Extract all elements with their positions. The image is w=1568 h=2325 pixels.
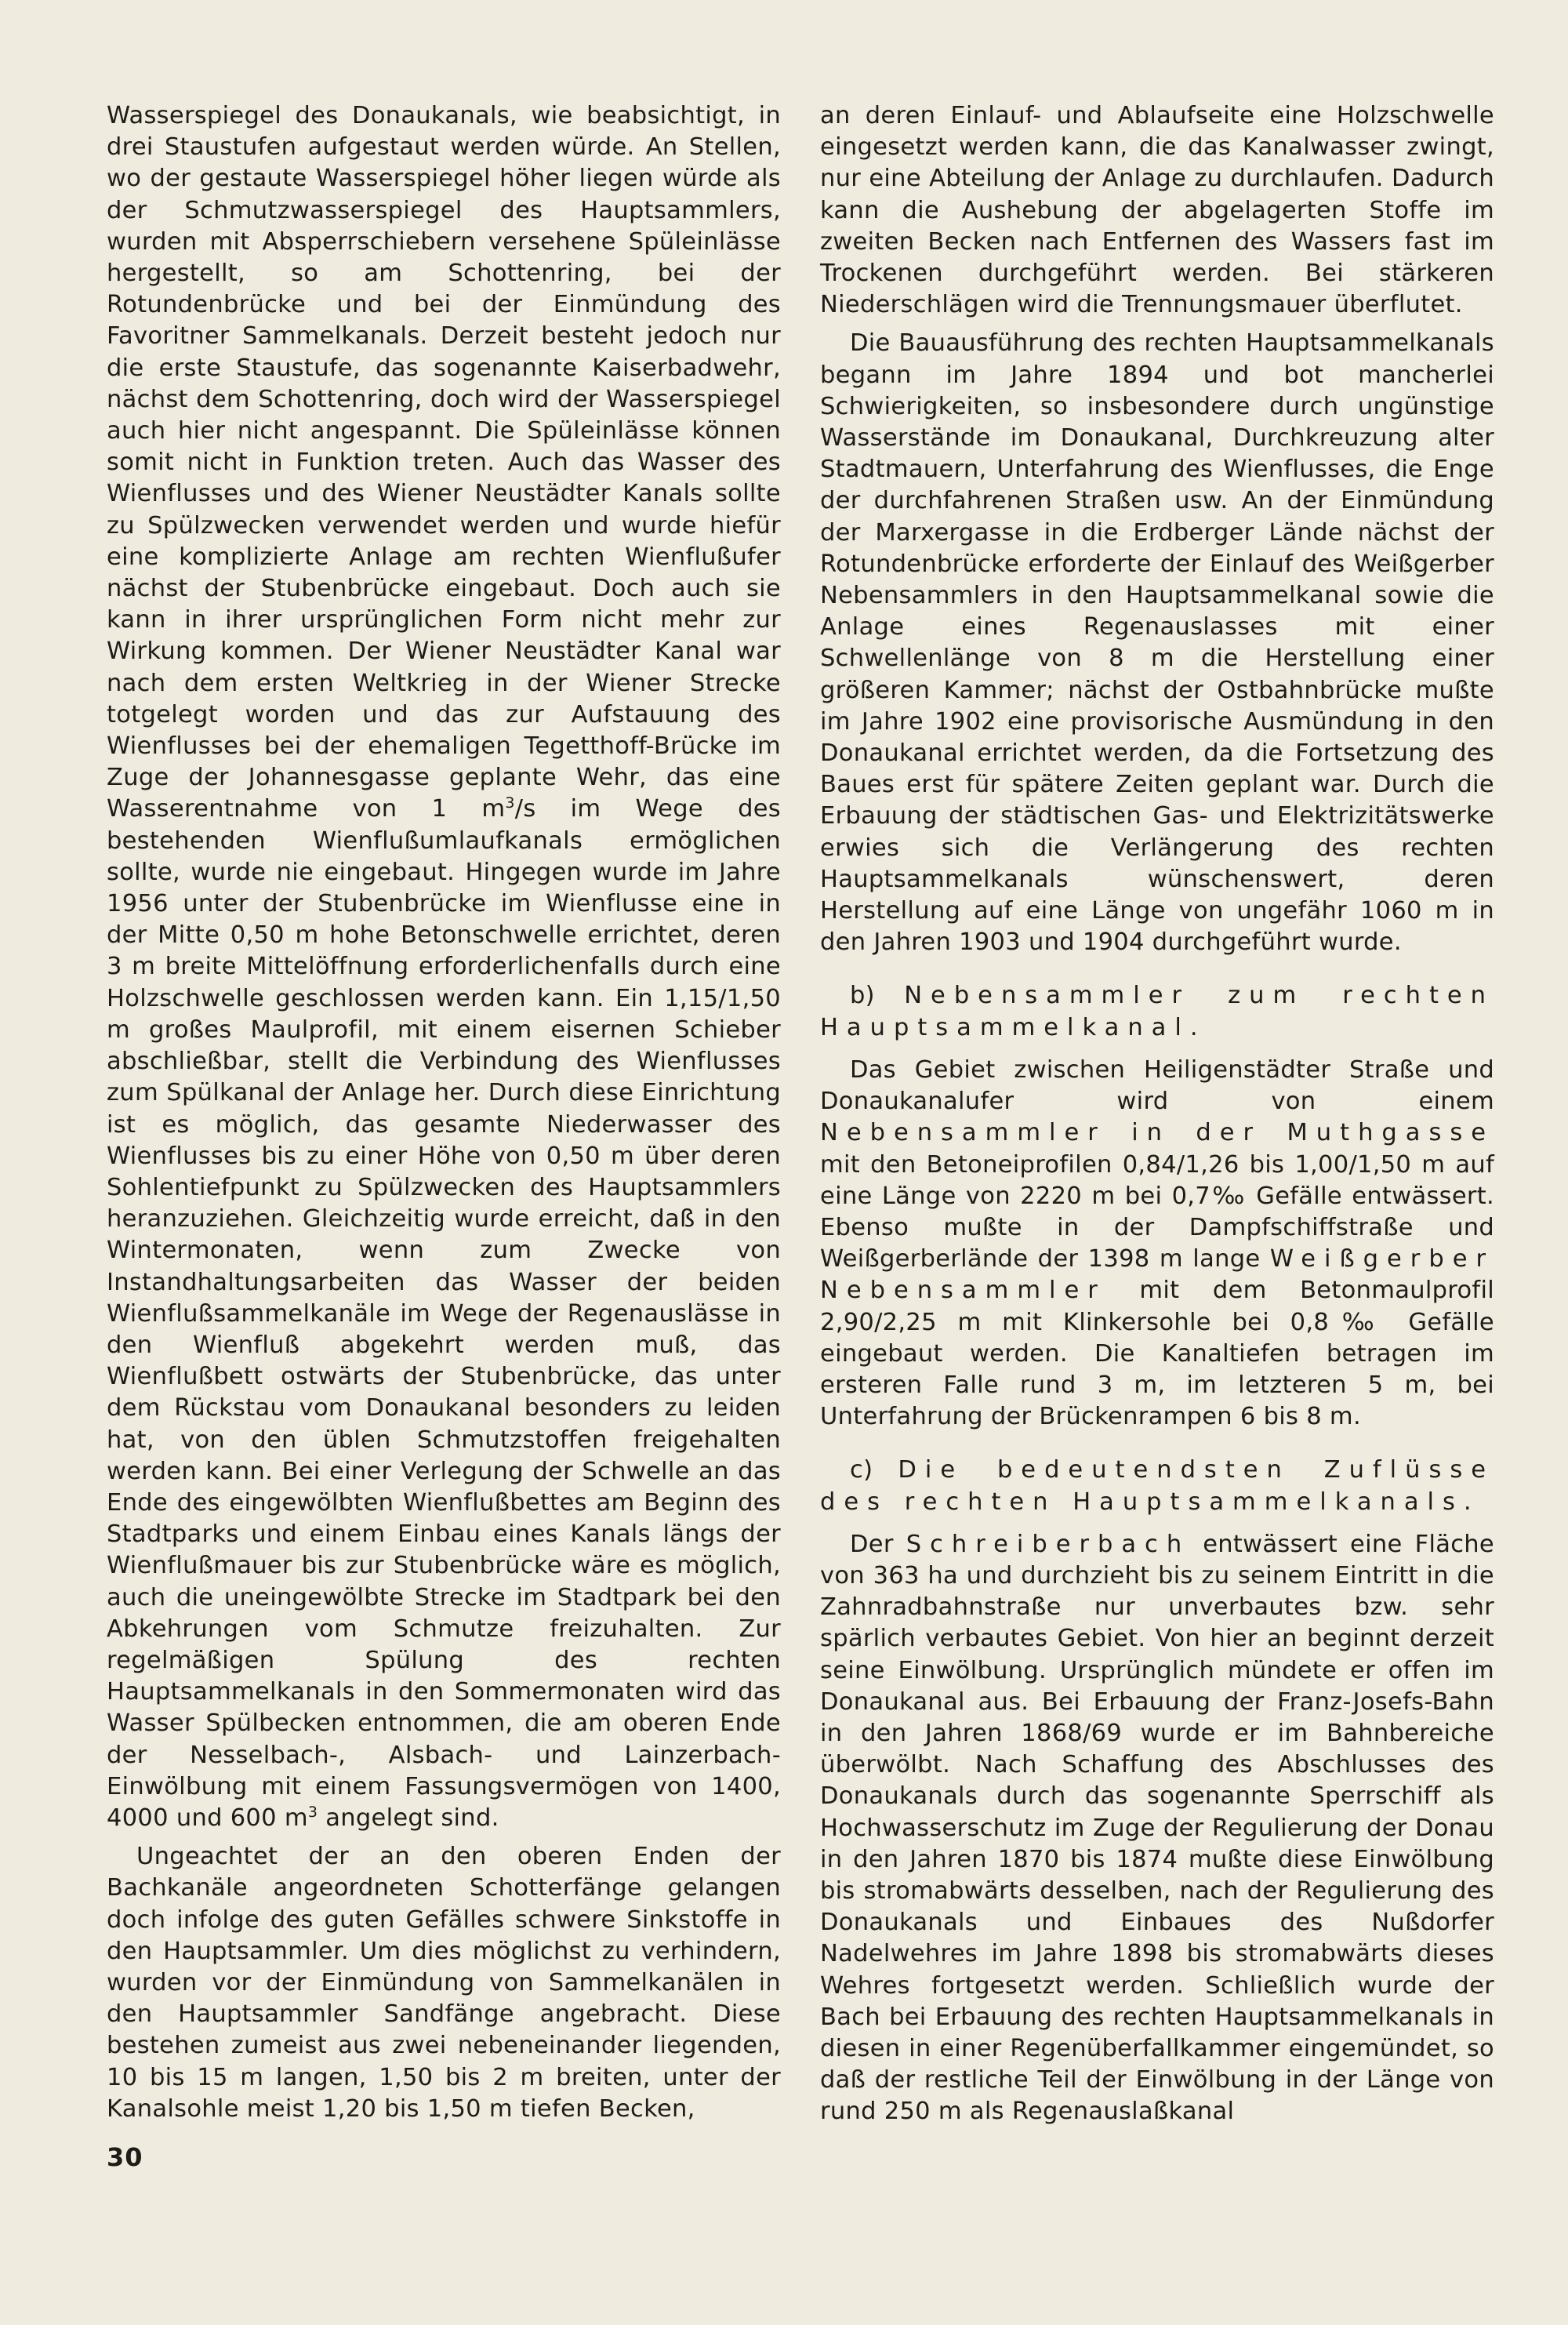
superscript: 3 bbox=[505, 794, 515, 812]
section-heading-b: b) Nebensammler zum rechten Hauptsammelkanal. bbox=[820, 982, 1494, 1041]
paragraph: an deren Einlauf- und Ablaufseite eine Holzschwelle eingesetzt werden kann, die das Kanalwasser zwingt, nur eine Abteilung der Anlage zu durchlaufen. Dadurch kann die Aushebung der abgelagerten Stoffe im zweiten Becken nach Entfernen des Wassers fast im Trockenen durchgeführt werden. Bei stärkeren Niederschlägen wird die Trennungsmauer überflutet. bbox=[820, 102, 1494, 319]
left-column bbox=[107, 100, 781, 2132]
section-heading-c: c) Die bedeutendsten Zuflüsse des rechten Hauptsammelkanals. bbox=[820, 1456, 1495, 1516]
page-number: 30 bbox=[107, 2142, 143, 2172]
paragraph: Das Gebiet zwischen Heiligenstädter Straße und Donaukanalufer wird von einem Nebensammler in der Muthgasse mit den Betoneiprofilen 0,84/1,26 bis 1,00/1,50 m auf eine Länge von 2220 m bei 0,7‰ Gefälle entwässert. Ebenso mußte in der Dampfschiffstraße und Weißgerberlände der 1398 m lange Weißgerber Nebensammler mit dem Betonmaulprofil 2,90/2,25 m mit Klinkersohle bei 0,8‰ Gefälle eingebaut werden. Die Kanaltiefen betragen im ersteren Falle rund 3 m, im letzteren 5 m, bei Unterfahrung der Brückenrampen 6 bis 8 m. bbox=[820, 1055, 1495, 1431]
superscript: 3 bbox=[307, 1803, 318, 1821]
right-column bbox=[820, 100, 1494, 2135]
paragraph: Wasserspiegel des Donaukanals, wie beabsichtigt, in drei Staustufen aufgestaut werden würde. An Stellen, wo der gestaute Wasserspiegel höher liegen würde als der Schmutzwasserspiegel des Hauptsammlers, wurden mit Absperrschiebern versehene Spüleinlässe hergestellt, so am Schottenring, bei der Rotundenbrücke und bei der Einmündung des Favoritner Sammelkanals. Derzeit besteht jedoch nur die erste Staustufe, das sogenannte Kaiserbadwehr, nächst dem Schottenring, doch wird der Wasserspiegel auch hier nicht angespannt. Die Spüleinlässe können somit nicht in Funktion treten. Auch das Wasser des Wienflusses und des Wiener Neustädter Kanals sollte zu Spülzwecken verwendet werden und wurde hiefür eine komplizierte Anlage am rechten Wienflußufer nächst der Stubenbrücke eingebaut. Doch auch sie kann in ihrer ursprünglichen Form nicht mehr zur Wirkung kommen. Der Wiener Neustädter Kanal war nach dem ersten Weltkrieg in der Wiener Strecke totgelegt worden und das zur Aufstauung des Wienflusses bei der ehemaligen Tegetthoff-Brücke im Zuge der Johannesgasse geplante Wehr, das eine Wasserentnahme von 1 $m^3/s$ im Wege des bestehenden Wienflußumlaufkanals ermöglichen sollte, wurde nie eingebaut. Hingegen wurde im Jahre 1956 unter der Stubenbrücke im Wienflusse eine in der Mitte 0,50 m hohe Betonschwelle errichtet, deren 3 m breite Mittelöffnung erforderlichenfalls durch eine Holzschwelle geschlossen werden kann. Ein 1,15/1,50 m großes Maulprofil, mit einem eisernen Schieber abschließbar, stellt die Verbindung des Wienflusses zum Spülkanal der Anlage her. Durch diese Einrichtung ist es möglich, das gesamte Niederwasser des Wienflusses bis zu einer Höhe von 0,50 m über deren Sohlentiefpunkt zu Spülzwecken des Hauptsammlers heranzuziehen. Gleichzeitig wurde erreicht, daß in den Wintermonaten, wenn zum Zwecke von Instandhaltungsarbeiten das Wasser der beiden Wienflußsammelkanäle im Wege der Regenauslässe in den Wienfluß abgekehrt werden muß, das Wienflußbett ostwärts der Stubenbrücke, das unter dem Rückstau vom Donaukanal besonders zu leiden hat, von den üblen Schmutzstoffen freigehalten werden kann. Bei einer Verlegung der Schwelle an das Ende des eingewölbten Wienflußbettes am Beginn des Stadtparks und einem Einbau eines Kanals längs der Wienflußmauer bis zur Stubenbrücke wäre es möglich, auch die uneingewölbte Strecke im Stadtpark bei den Abkehrungen vom Schmutze freizuhalten. Zur regelmäßigen Spülung des rechten Hauptsammelkanals in den Sommermonaten wird das Wasser Spülbecken entnommen, die am oberen Ende der Nesselbach-, Alsbach- und Lainzerbach-Einwölbung mit einem Fassungsvermögen von 1400, 4000 und 600 $m^3$ angelegt sind. bbox=[107, 102, 781, 1832]
paragraph: Der Schreiberbach entwässert eine Fläche von 363 ha und durchzieht bis zu seinem Eintritt in die Zahnradbahnstraße nur unverbautes bzw. sehr spärlich verbautes Gebiet. Von hier an beginnt derzeit seine Einwölbung. Ursprünglich mündete er offen im Donaukanal aus. Bei Erbauung der Franz-Josefs-Bahn in den Jahren 1868/69 wurde er im Bahnbereiche überwölbt. Nach Schaffung des Abschlusses des Donaukanals durch das sogenannte Sperrschiff als Hochwasserschutz im Zuge der Regulierung der Donau in den Jahren 1870 bis 1874 mußte diese Einwölbung bis stromabwärts desselben, nach der Regulierung des Donaukanals und Einbaues des Nußdorfer Nadelwehres im Jahre 1898 bis stromabwärts dieses Wehres fortgesetzt werden. Schließlich wurde der Bach bei Erbauung des rechten Hauptsammelkanals in diesen in einer Regenüberfallkammer eingemündet, so daß der restliche Teil der Einwölbung in der Länge von rund 250 m als Regenauslaßkanal bbox=[820, 1530, 1494, 2126]
paragraph: Ungeachtet der an den oberen Enden der Bachkanäle angeordneten Schotterfänge gelangen doch infolge des guten Gefälles schwere Sinkstoffe in den Hauptsammler. Um dies möglichst zu verhindern, wurden vor der Einmündung von Sammelkanälen in den Hauptsammler Sandfänge angebracht. Diese bestehen zumeist aus zwei nebeneinander liegenden, 10 bis 15 m langen, 1,50 bis 2 m breiten, unter der Kanalsohle meist 1,20 bis 1,50 m tiefen Becken, bbox=[107, 1843, 781, 2123]
paragraph: Die Bauausführung des rechten Hauptsammelkanals begann im Jahre 1894 und bot mancherlei Schwierigkeiten, so insbesondere durch ungünstige Wasserstände im Donaukanal, Durchkreuzung alter Stadtmauern, Unterfahrung des Wienflusses, die Enge der durchfahrenen Straßen usw. An der Einmündung der Marxergasse in die Erdberger Lände nächst der Rotundenbrücke erforderte der Einlauf des Weißgerber Nebensammlers in den Hauptsammelkanal sowie die Anlage eines Regenauslasses mit einer Schwellenlänge von 8 m die Herstellung einer größeren Kammer; nächst der Ostbahnbrücke mußte im Jahre 1902 eine provisorische Ausmündung in den Donaukanal errichtet werden, da die Fortsetzung des Baues erst für spätere Zeiten geplant war. Durch die Erbauung der städtischen Gas- und Elektrizitätswerke erwies sich die Verlängerung des rechten Hauptsammelkanals wünschenswert, deren Herstellung auf eine Länge von ungefähr 1060 m in den Jahren 1903 und 1904 durchgeführt wurde. bbox=[820, 329, 1494, 957]
